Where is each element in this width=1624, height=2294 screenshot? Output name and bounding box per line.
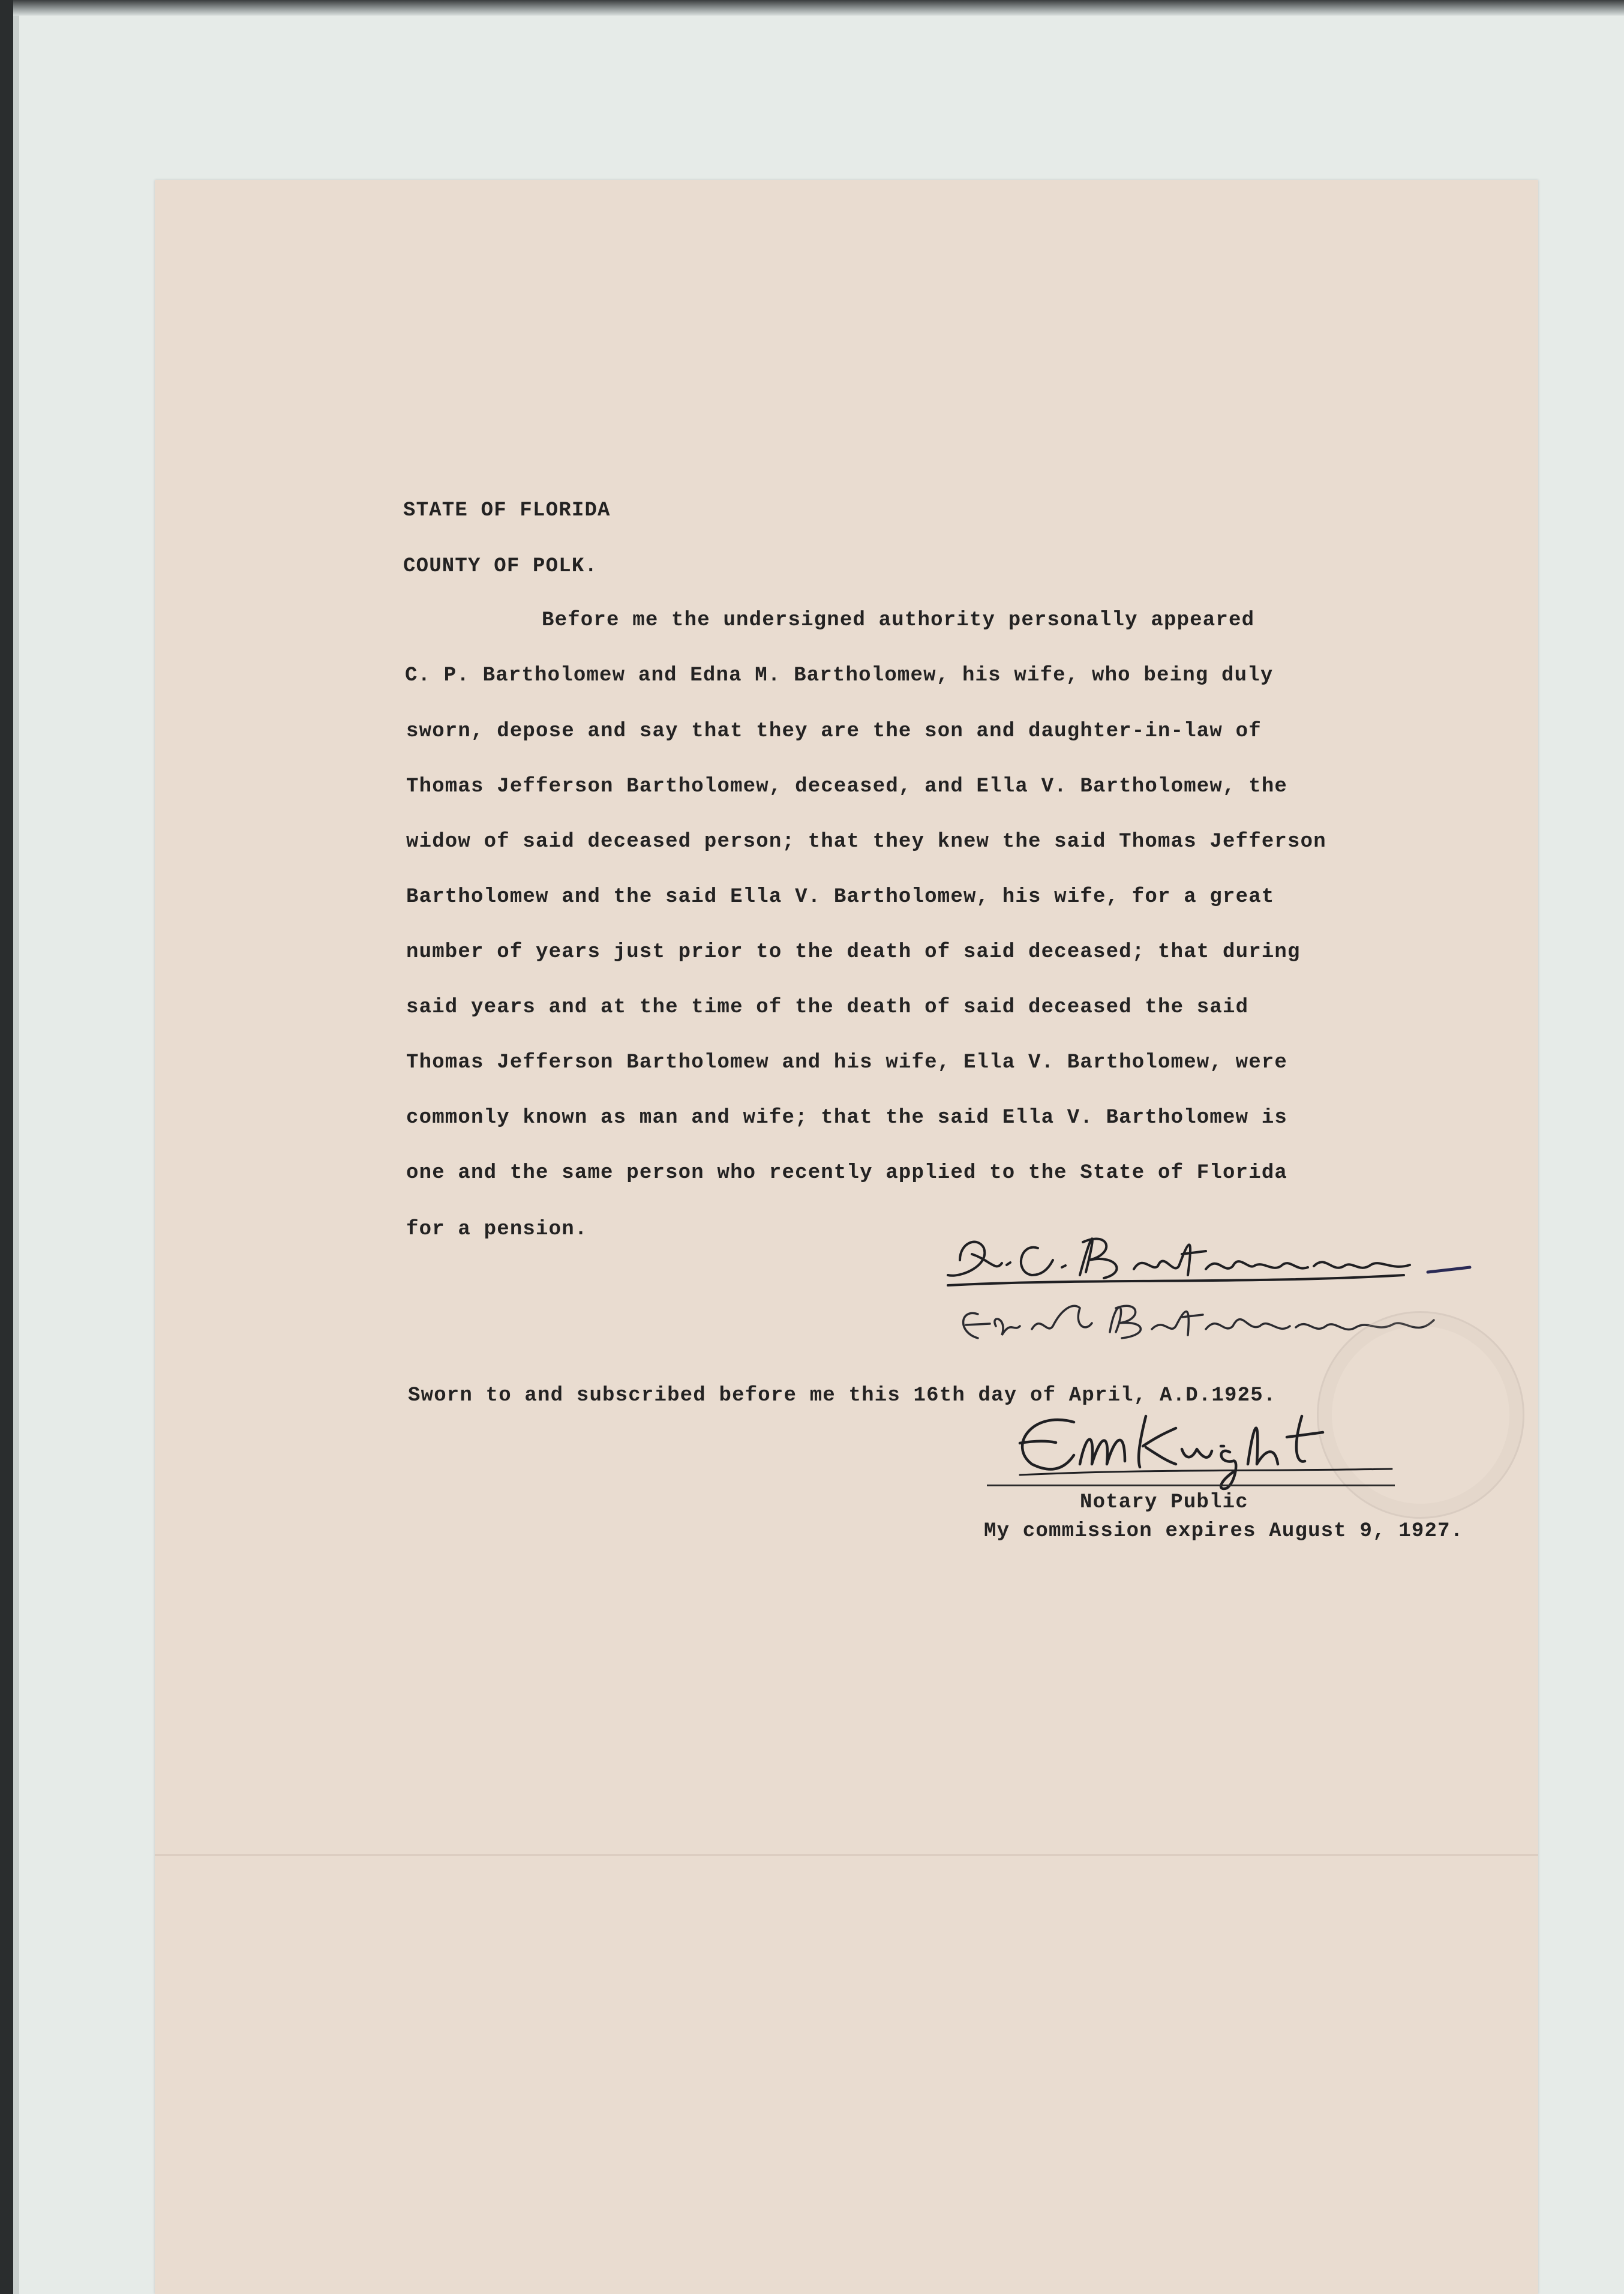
header-state: STATE OF FLORIDA — [403, 499, 611, 522]
notary-signature-line — [987, 1485, 1395, 1486]
body-line: commonly known as man and wife; that the said Ella V. Bartholomew is — [406, 1106, 1288, 1129]
body-line: said years and at the time of the death of said deceased the said — [406, 996, 1249, 1019]
body-line: Bartholomew and the said Ella V. Bartholomew, his wife, for a great — [406, 886, 1275, 908]
body-line: Thomas Jefferson Bartholomew, deceased, and Ella V. Bartholomew, the — [406, 775, 1288, 798]
body-line: Before me the undersigned authority personally appeared — [542, 609, 1255, 632]
body-line: C. P. Bartholomew and Edna M. Bartholomew, his wife, who being duly — [405, 664, 1274, 687]
scanner-bed-edge — [13, 16, 19, 2294]
header-county: COUNTY OF POLK. — [403, 555, 598, 578]
body-line: Thomas Jefferson Bartholomew and his wife, Ella V. Bartholomew, were — [406, 1051, 1288, 1074]
body-line: widow of said deceased person; that they knew the said Thomas Jefferson — [406, 830, 1326, 853]
paper-fold-line — [155, 1854, 1538, 1856]
body-line: one and the same person who recently applied to the State of Florida — [406, 1162, 1288, 1185]
body-line: for a pension. — [406, 1218, 588, 1241]
body-line: sworn, depose and say that they are the son and daughter-in-law of — [406, 720, 1262, 743]
sworn-statement: Sworn to and subscribed before me this 16th day of April, A.D.1925. — [408, 1384, 1277, 1407]
scanner-top-edge — [0, 0, 1624, 16]
commission-expiry: My commission expires August 9, 1927. — [984, 1520, 1464, 1543]
scanner-left-edge — [0, 0, 13, 2294]
notary-title: Notary Public — [1080, 1491, 1248, 1514]
body-line: number of years just prior to the death of said deceased; that during — [406, 941, 1301, 964]
